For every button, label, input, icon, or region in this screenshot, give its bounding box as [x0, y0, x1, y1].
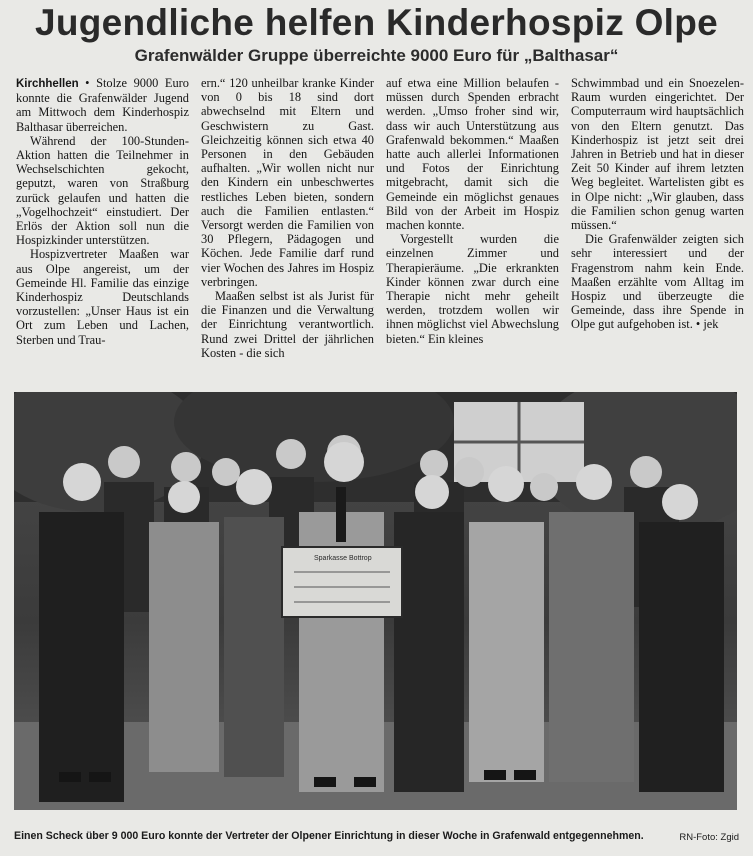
article-column-4 — [571, 76, 744, 378]
paragraph: Maaßen selbst ist als Jurist für die Finanzen und die Verwaltung der Einrichtung verantwortlich. Rund zwei Drittel der jährlichen Kosten - die sich — [201, 289, 374, 360]
article-body — [16, 76, 744, 378]
paragraph: Die Grafenwälder zeigten sich sehr interessiert und der Fragenstrom nahm kein Ende. Maaßen erzählte vom Alltag im Hospiz und überzeugte die Gemeinde, dass ihre Spende in Olpe gut aufgehoben ist. • jek — [571, 232, 744, 332]
paragraph: Während der 100-Stunden-Aktion hatten die Teilnehmer in Wechselschichten gekocht, geputzt, waren von Straßburg zurück gelaufen und hatten die „Vogelhochzeit“ einstudiert. Der Erlös der Aktion soll nun die Hospizkinder unterstützen. — [16, 133, 189, 248]
article-column-2 — [201, 76, 374, 378]
group-photo — [14, 392, 737, 810]
article-column-1 — [16, 76, 189, 378]
photo-credit: RN-Foto: Zgid — [679, 832, 739, 843]
paragraph: Schwimmbad und ein Snoezelen-Raum wurden eingerichtet. Der Computerraum wird hauptsächlich von den Eltern genutzt. Das Kinderhospiz ist jetzt seit drei Jahren in Betrieb und hat in dieser Zeit 50 Kinder auf ihrem letzten Weg begleitet. Wartelisten gibt es in Olpe nicht: „Wir glauben, dass die Familien schon genug warten müssen.“ — [571, 76, 744, 233]
paragraph: Vorgestellt wurden die einzelnen Zimmer und Therapieräume. „Die erkrankten Kinder können zwar durch eine Therapie nicht mehr geheilt werden, trotzdem wollen wir ihnen möglichst viel Abwechslung bieten.“ Ein kleines — [386, 232, 559, 346]
check-bank-label: Sparkasse Bottrop — [314, 555, 372, 562]
paragraph: ern.“ 120 unheilbar kranke Kinder von 0 bis 18 sind dort abwechselnd mit Eltern und Geschwistern zu Gast. Gleichzeitig können sich etwa 40 Personen in den Gebäuden aufhalten. „Wir wollen nicht nur den Kindern ein unbeschwertes restliches Leben bieten, sondern auch die Familien entlasten.“ Versorgt werden die Familien von 30 Pflegern, Pädagogen und Köchen. Jede Familie darf rund vier Wochen des Jahres im Hospiz verbringen. — [201, 76, 374, 289]
subheadline: Grafenwälder Gruppe überreichte 9000 Euro für „Balthasar“ — [134, 46, 619, 65]
paragraph: auf etwa eine Million belaufen - müssen durch Spenden erbracht werden. „Umso froher sind wir, dass wir auch Unterstützung aus Grafenwald bekommen.“ Maaßen hatte auch allerlei Informationen und Fotos der Einrichtung mitgebracht, damit sich die Gemeinde ein möglichst genaues Bild von der Arbeit im Hospiz machen konnte. — [386, 76, 559, 233]
photo-caption: Einen Scheck über 9 000 Euro konnte der Vertreter der Olpener Einrichtung in dieser Woche in Grafenwald entgegennehmen. — [14, 830, 644, 842]
paragraph: Hospizvertreter Maaßen war aus Olpe angereist, um der Gemeinde Hl. Familie das einzige Kinderhospiz Deutschlands vorzustellen: „Unser Haus ist ein Ort zum Leben und Lachen, Sterben und Trau- — [16, 247, 189, 347]
article-column-3 — [386, 76, 559, 378]
dateline: Kirchhellen — [16, 78, 79, 90]
headline: Jugendliche helfen Kinderhospiz Olpe — [34, 2, 719, 43]
group-photo-illustration — [14, 392, 737, 810]
paragraph — [16, 76, 189, 134]
paragraph-text: • Stolze 9000 Euro konnte die Grafenwälder Jugend am Mittwoch dem Kinderhospiz Balthasar überreichen. — [16, 76, 189, 134]
